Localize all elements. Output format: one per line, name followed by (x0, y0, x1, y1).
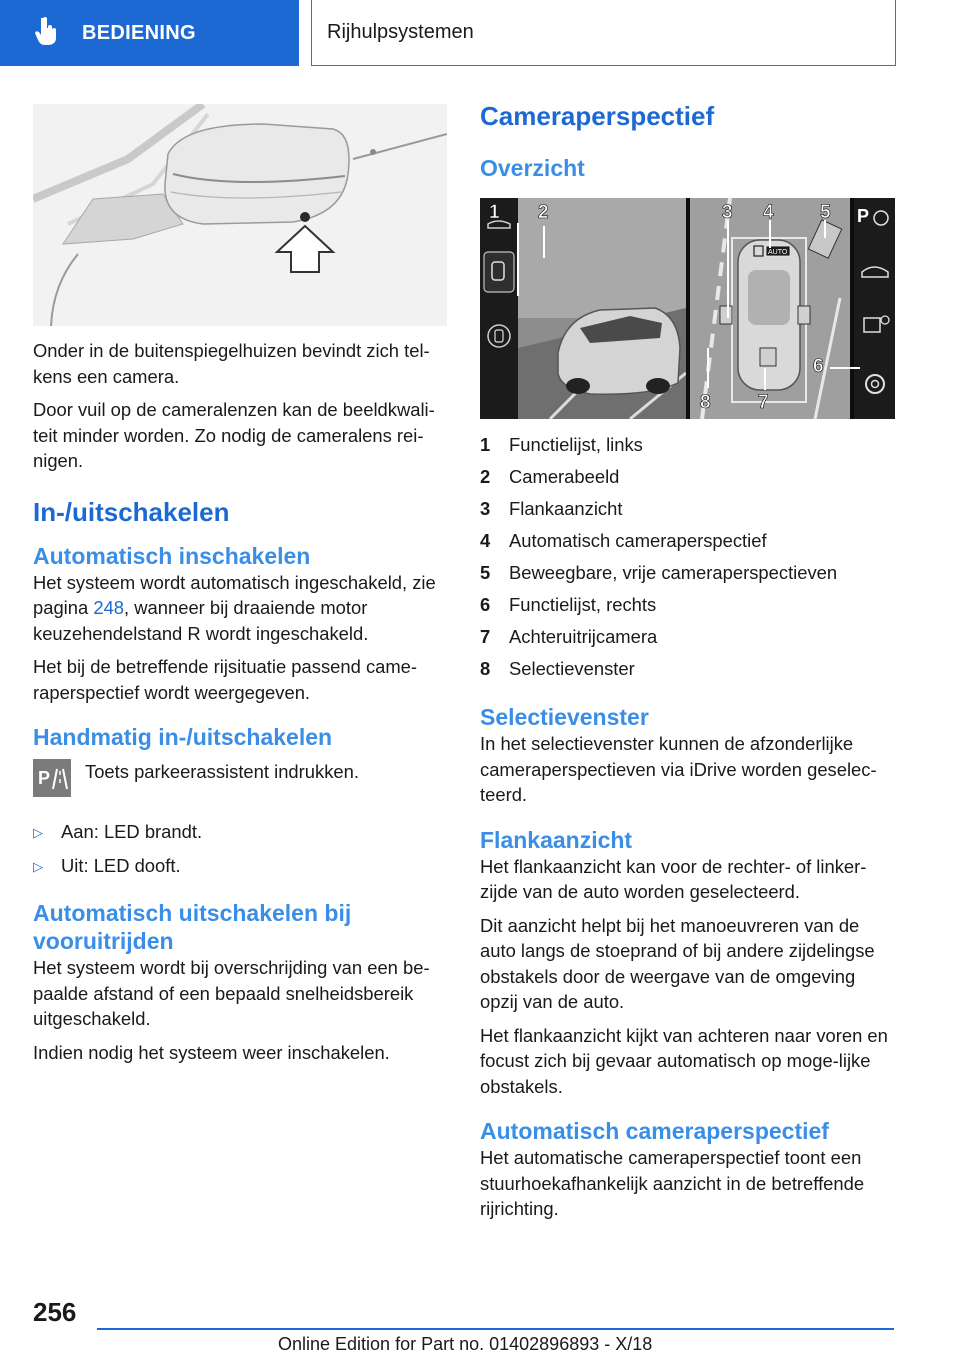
heading-automatisch-inschakelen: Automatisch inschakelen (33, 542, 311, 569)
triangle-bullet-icon: ▷ (33, 825, 43, 840)
heading-handmatig: Handmatig in-/uitschakelen (33, 724, 333, 750)
legend-text: Achteruitrijcamera (509, 626, 658, 647)
chapter-title: Rijhulpsystemen (327, 21, 474, 43)
section-label: BEDIENING (82, 21, 196, 44)
list-item (480, 429, 898, 461)
auto-in-paragraph-2: Het bij de betreffende rijsituatie passend came-raperspectief wordt weergegeven. (33, 656, 418, 703)
callout-5: 5 (820, 202, 831, 223)
chapter-header (311, 0, 896, 66)
legend-text: Flankaanzicht (509, 498, 623, 519)
heading-in-uitschakelen: In-/uitschakelen (33, 496, 230, 527)
right-column (480, 100, 898, 1230)
callout-1: 1 (489, 202, 500, 223)
legend-number: 4 (480, 530, 491, 551)
legend-number: 1 (480, 434, 491, 455)
heading-selectievenster: Selectievenster (480, 704, 649, 730)
legend-text: Automatisch cameraperspectief (509, 530, 767, 551)
legend-list (480, 429, 898, 685)
list-item (480, 493, 898, 525)
list-item (480, 589, 898, 621)
list-item (480, 525, 898, 557)
legend-number: 8 (480, 658, 491, 679)
heading-automatisch-uitschakelen: Automatisch uitschakelen bij vooruitrijden (33, 900, 352, 954)
section-tab[interactable] (0, 0, 299, 66)
heading-flankaanzicht: Flankaanzicht (480, 826, 633, 853)
legend-text: Functielijst, rechts (509, 594, 657, 615)
legend-number: 6 (480, 594, 491, 615)
auto-uit-paragraph-2: Indien nodig het systeem weer inschakelen. (33, 1041, 390, 1063)
flank-paragraph-1: Het flankaanzicht kan voor de rechter- of linker-zijde van de auto worden geselecteerd. (480, 855, 867, 902)
list-item (480, 557, 898, 589)
callout-2: 2 (538, 202, 549, 223)
triangle-bullet-icon: ▷ (33, 859, 43, 874)
callout-6: 6 (813, 356, 824, 377)
flank-paragraph-3: Het flankaanzicht kijkt van achteren naar voren en focust zich bij gevaar automatisch op moge-lijke obstakels. (480, 1024, 888, 1097)
page-link-248[interactable]: 248 (93, 597, 125, 618)
selectievenster-paragraph: In het selectievenster kunnen de afzonderlijke cameraperspectieven via iDrive worden geselec-teerd. (480, 733, 877, 805)
legend-number: 7 (480, 626, 491, 647)
camera-display-figure (480, 198, 895, 419)
left-column (33, 104, 447, 1073)
list-item: ▷ Uit: LED dooft. (33, 849, 447, 883)
auto-uit-paragraph-1: Het systeem wordt bij overschrijding van een be-paalde afstand of een bepaald snelheidsbereik uitgeschakeld. (33, 957, 430, 1029)
callout-4: 4 (763, 202, 774, 223)
auto-label: AUTO (768, 249, 788, 256)
park-assist-text: Toets parkeerassistent indrukken. (85, 761, 359, 782)
auto-in-text-a: Het systeem wordt automatisch ingeschakeld, zie pagina (33, 571, 436, 618)
led-bullet-list (33, 815, 447, 883)
legend-number: 5 (480, 562, 491, 583)
callout-7: 7 (758, 392, 769, 413)
legend-text: Functielijst, links (509, 434, 643, 455)
park-assist-row (33, 759, 447, 797)
svg-text:P: P (38, 768, 51, 788)
svg-text:P: P (857, 206, 870, 226)
callout-8: 8 (700, 392, 711, 413)
footer-edition: Online Edition for Part no. 01402896893 - X/18 (278, 1334, 653, 1354)
legend-text: Selectievenster (509, 658, 635, 679)
mirror-paragraph-1: Onder in de buitenspiegelhuizen bevindt zich tel-kens een camera. (33, 340, 430, 387)
auto-in-paragraph (33, 570, 447, 647)
autocam-paragraph: Het automatische cameraperspectief toont een stuurhoekafhankelijk aanzicht in de betreffende rijrichting. (480, 1147, 865, 1219)
legend-text: Camerabeeld (509, 466, 620, 487)
page-number: 256 (33, 1297, 77, 1327)
legend-number: 3 (480, 498, 491, 519)
list-item: ▷ Aan: LED brandt. (33, 815, 447, 849)
heading-cameraperspectief: Cameraperspectief (480, 101, 715, 131)
list-item (480, 461, 898, 493)
park-assist-button-icon (33, 759, 71, 797)
legend-text: Beweegbare, vrije cameraperspectieven (509, 562, 838, 583)
callout-3: 3 (722, 202, 733, 223)
heading-automatisch-cameraperspectief: Automatisch cameraperspectief (480, 1118, 829, 1144)
mirror-paragraph-2: Door vuil op de cameralenzen kan de beeldkwali-teit minder worden. Zo nodig de cameralens rei-nigen. (33, 399, 435, 471)
legend-number: 2 (480, 466, 491, 487)
list-item (480, 621, 898, 653)
pointing-hand-icon (34, 16, 60, 51)
auto-in-text-b: , wanneer bij draaiende motor keuzehendelstand R wordt ingeschakeld. (33, 597, 369, 644)
flank-paragraph-2: Dit aanzicht helpt bij het manoeuvreren van de auto langs de stoeprand of bij andere zijdelingse obstakels door de weergave van de omgeving opzij van de auto. (480, 914, 875, 1012)
heading-overzicht: Overzicht (480, 155, 585, 181)
footer-rule (97, 1328, 894, 1330)
list-item (480, 653, 898, 685)
mirror-camera-figure (33, 104, 447, 326)
